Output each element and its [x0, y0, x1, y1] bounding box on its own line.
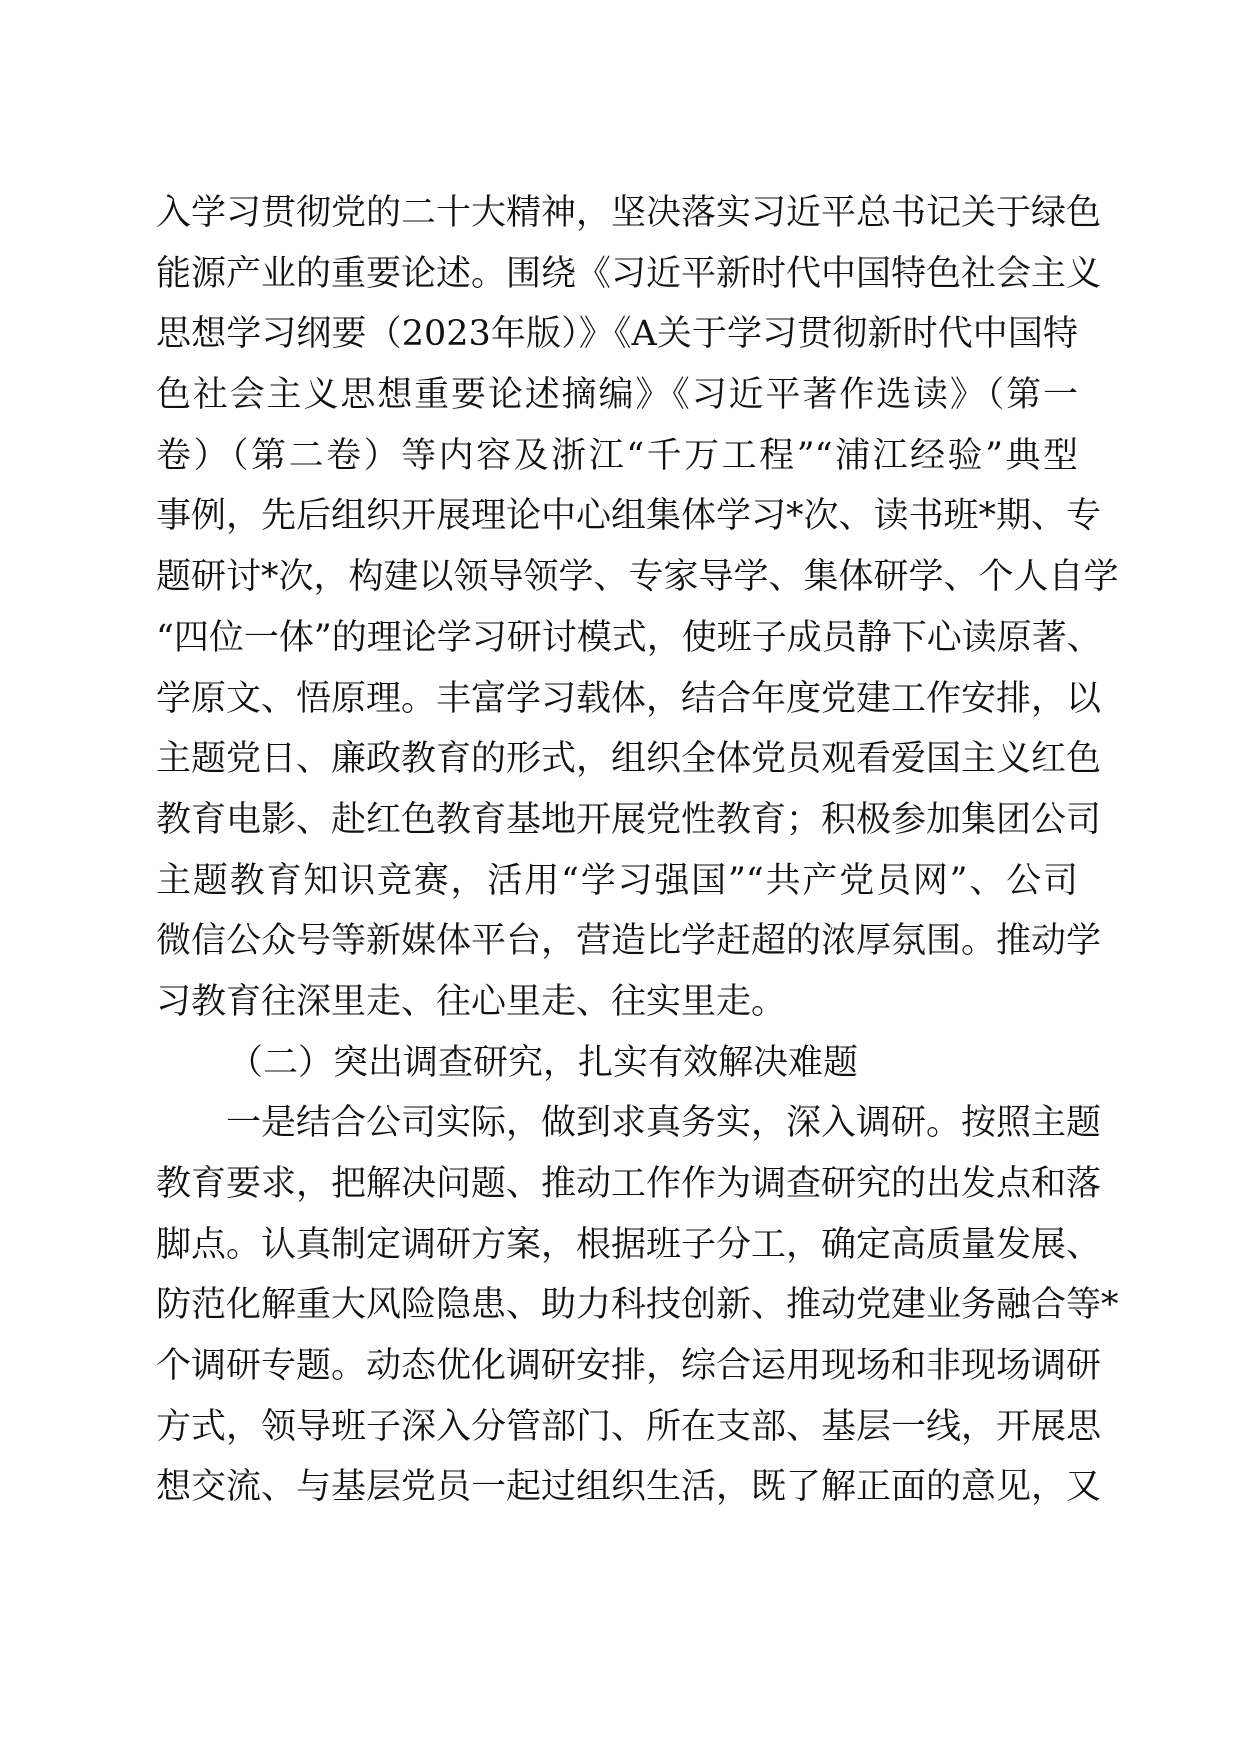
- text-line: 教育要求，把解决问题、推动工作作为调查研究的出发点和落: [156, 1164, 1102, 1204]
- section-heading: （二）突出调查研究，扎实有效解决难题: [228, 1042, 859, 1083]
- text-line: 思想学习纲要（2023年版）》《A关于学习贯彻新时代中国特: [156, 314, 1078, 355]
- text-line: 一是结合公司实际，做到求真务实，深入调研。按照主题: [226, 1103, 1102, 1144]
- text-line: 主题党日、廉政教育的形式，组织全体党员观看爱国主义红色: [156, 739, 1102, 780]
- text-line: 主题教育知识竞赛，活用“学习强国”“共产党员网”、公司: [156, 860, 1078, 901]
- text-line: 题研讨*次，构建以领导领学、专家导学、集体研学、个人自学: [156, 557, 1119, 598]
- text-line: 习教育往深里走、往心里走、往实里走。: [156, 981, 787, 1022]
- text-line: “四位一体”的理论学习研讨模式，使班子成员静下心读原著、: [156, 617, 1102, 658]
- text-line: 微信公众号等新媒体平台，营造比学赶超的浓厚氛围。推动学: [156, 921, 1102, 962]
- text-line: 色社会主义思想重要论述摘编》《习近平著作选读》（第一: [156, 375, 1078, 416]
- text-line: 卷）（第二卷）等内容及浙江“千万工程”“浦江经验”典型: [156, 435, 1078, 476]
- text-line: 脚点。认真制定调研方案，根据班子分工，确定高质量发展、: [156, 1224, 1102, 1265]
- text-line: 方式，领导班子深入分管部门、所在支部、基层一线，开展思: [156, 1406, 1102, 1447]
- text-line: 事例，先后组织开展理论中心组集体学习*次、读书班*期、专: [156, 496, 1102, 537]
- document-body: [156, 183, 1119, 1518]
- text-line: 入学习贯彻党的二十大精神，坚决落实习近平总书记关于绿色: [156, 193, 1102, 233]
- text-line: 学原文、悟原理。丰富学习载体，结合年度党建工作安排，以: [156, 678, 1102, 719]
- text-line: 防范化解重大风险隐患、助力科技创新、推动党建业务融合等*: [156, 1285, 1119, 1326]
- text-line: 能源产业的重要论述。围绕《习近平新时代中国特色社会主义: [156, 253, 1102, 294]
- text-line: 个调研专题。动态优化调研安排，综合运用现场和非现场调研: [156, 1346, 1102, 1387]
- text-line: 想交流、与基层党员一起过组织生活，既了解正面的意见，又: [156, 1467, 1102, 1508]
- text-line: 教育电影、赴红色教育基地开展党性教育；积极参加集团公司: [156, 799, 1102, 840]
